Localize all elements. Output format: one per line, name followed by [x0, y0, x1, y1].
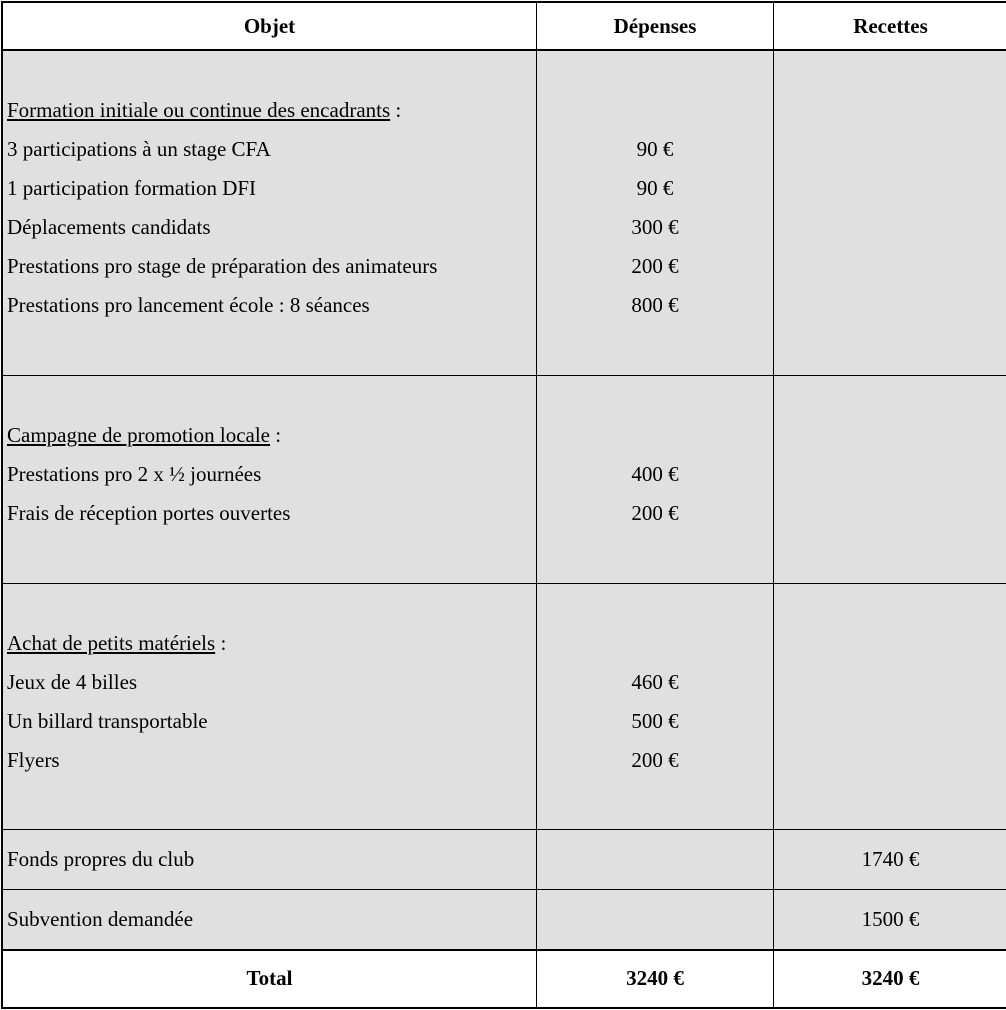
receipt-label: Fonds propres du club — [2, 830, 537, 890]
item-label: 1 participation formation DFI — [7, 176, 257, 201]
item-amount: 300 € — [631, 215, 679, 240]
item-amount: 200 € — [631, 500, 679, 525]
section-receipts-empty — [774, 584, 1006, 830]
section-promotion-row — [2, 375, 1006, 583]
receipt-depenses-empty — [537, 830, 774, 890]
section-labels — [2, 50, 537, 375]
item-amount: 90 € — [636, 176, 674, 201]
total-label: Total — [2, 950, 537, 1008]
item-label: Un billard transportable — [7, 709, 208, 734]
item-label: 3 participations à un stage CFA — [7, 137, 271, 162]
item-label: Frais de réception portes ouvertes — [7, 500, 291, 525]
item-amount: 200 € — [631, 748, 679, 773]
receipt-row-subvention — [2, 890, 1006, 950]
item-amount: 800 € — [631, 293, 679, 318]
receipt-amount: 1740 € — [774, 830, 1006, 890]
item-label: Prestations pro 2 x ½ journées — [7, 461, 262, 486]
section-amounts — [537, 584, 774, 830]
budget-table — [1, 1, 1006, 1009]
section-receipts-empty — [774, 375, 1006, 583]
item-label: Jeux de 4 billes — [7, 670, 138, 695]
section-formation-row — [2, 50, 1006, 375]
total-depenses: 3240 € — [537, 950, 774, 1008]
header-recettes: Recettes — [774, 2, 1006, 50]
section-amounts — [537, 375, 774, 583]
section-title: Formation initiale ou continue des encadrants : — [7, 98, 402, 123]
section-title: Achat de petits matériels : — [7, 631, 227, 656]
section-receipts-empty — [774, 50, 1006, 375]
section-labels — [2, 584, 537, 830]
item-amount: 400 € — [631, 461, 679, 486]
total-row — [2, 950, 1006, 1008]
header-row — [2, 2, 1006, 50]
header-depenses: Dépenses — [537, 2, 774, 50]
item-amount: 90 € — [636, 137, 674, 162]
receipt-amount: 1500 € — [774, 890, 1006, 950]
receipt-depenses-empty — [537, 890, 774, 950]
item-label: Déplacements candidats — [7, 215, 211, 240]
section-amounts — [537, 50, 774, 375]
item-amount: 500 € — [631, 709, 679, 734]
receipt-label: Subvention demandée — [2, 890, 537, 950]
receipt-row-fonds-propres — [2, 830, 1006, 890]
item-label: Prestations pro lancement école : 8 séances — [7, 293, 370, 318]
header-objet: Objet — [2, 2, 537, 50]
item-amount: 200 € — [631, 254, 679, 279]
item-amount: 460 € — [631, 670, 679, 695]
item-label: Prestations pro stage de préparation des animateurs — [7, 254, 438, 279]
item-label: Flyers — [7, 748, 60, 773]
section-title: Campagne de promotion locale : — [7, 422, 282, 447]
section-materiels-row — [2, 584, 1006, 830]
section-labels — [2, 375, 537, 583]
total-recettes: 3240 € — [774, 950, 1006, 1008]
